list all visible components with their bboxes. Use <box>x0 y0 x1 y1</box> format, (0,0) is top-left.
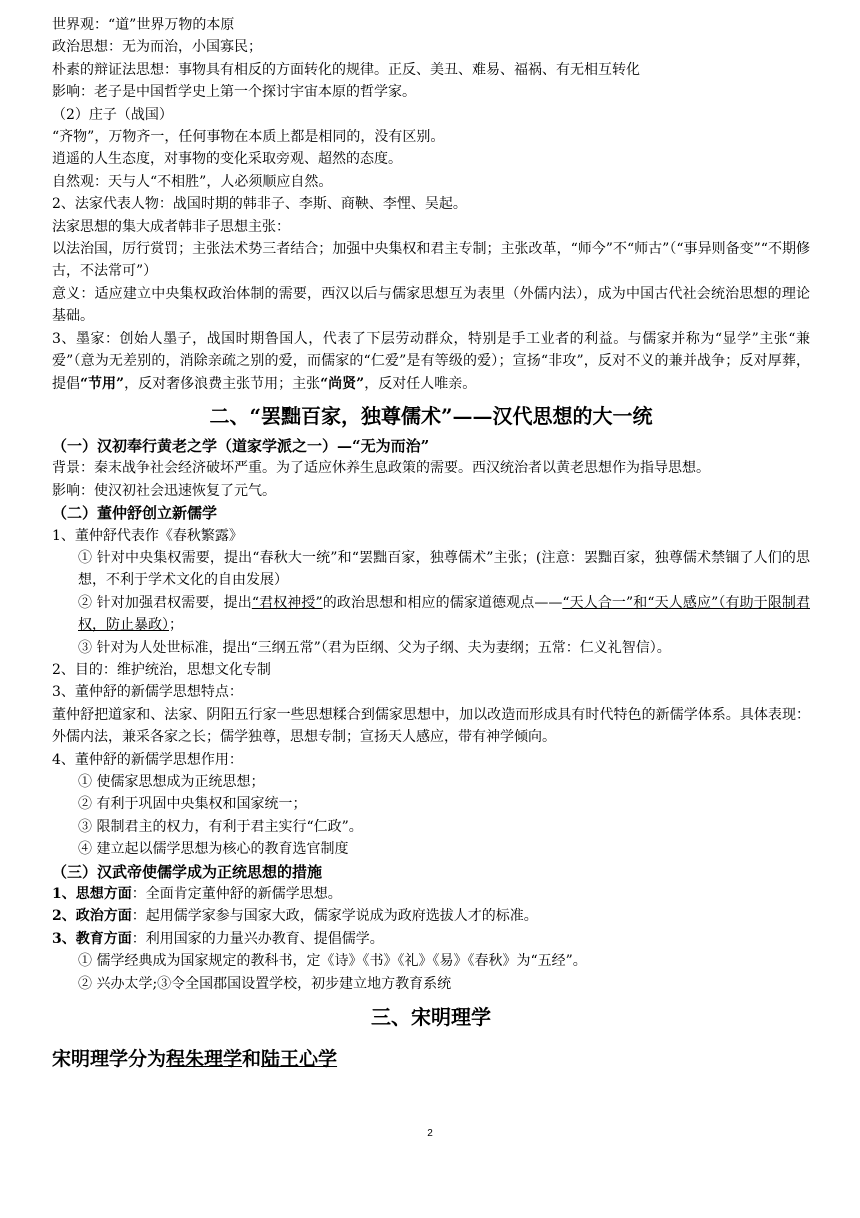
measure-item <box>52 883 810 905</box>
measure-key: 2、政治方面 <box>52 908 132 925</box>
text-paragraph: 董仲舒把道家和、法家、阴阳五行家一些思想糅合到儒家思想中，加以改造而形成具有时代特色的新儒学体系。具体表现：外儒内法，兼采各家之长；儒学独尊，思想专制；宣扬天人感应，带有神学倾向。 <box>52 706 810 746</box>
text-span: 的政治思想和相应的儒家道德观点—— <box>322 594 563 611</box>
measure-item <box>52 928 810 950</box>
text-span: ，反对任人唯亲。 <box>364 375 477 392</box>
text-line: 政治思想：无为而治，小国寡民； <box>52 39 262 56</box>
list-item: ② 有利于巩固中央集权和国家统一； <box>78 796 307 813</box>
text-line: 世界观：“道”世界万物的本原 <box>52 17 235 33</box>
page-number: 2 <box>427 1128 433 1139</box>
document-page <box>52 14 810 1075</box>
section-title: 二、“罢黜百家，独尊儒术”——汉代思想的大一统 <box>209 403 653 428</box>
text-line: 朴素的辩证法思想：事物具有相反的方面转化的规律。正反、美丑、难易、福祸、有无相互转化 <box>52 61 640 78</box>
text-line: 2、法家代表人物：战国时期的韩非子、李斯、商鞅、李悝、吴起。 <box>52 196 467 213</box>
measure-value: ：全面肯定董仲舒的新儒学思想。 <box>131 886 342 903</box>
text-line: 逍遥的人生态度，对事物的变化采取旁观、超然的态度。 <box>52 151 402 168</box>
measure-value: ：起用儒学家参与国家大政，儒家学说成为政府选拔人才的标准。 <box>131 908 538 925</box>
section3-heading <box>52 1043 810 1075</box>
text-span: ② 针对加强君权需要，提出 <box>78 594 252 611</box>
measure-value: ：利用国家的力量兴办教育、提倡儒学。 <box>131 930 384 947</box>
subsection-title: （二）董仲舒创立新儒学 <box>52 504 218 523</box>
mohist-paragraph <box>52 328 810 395</box>
text-line: 3、董仲舒的新儒学思想特点： <box>52 684 243 701</box>
list-item: ① 针对中央集权需要，提出“春秋大一统”和“罢黜百家，独尊儒术”主张；(注意：罢黜百家，独尊儒术禁锢了人们的思想，不利于学术文化的自由发展） <box>78 549 810 589</box>
text-line: “齐物”，万物齐一，任何事物在本质上都是相同的，没有区别。 <box>52 129 445 146</box>
text-line: 1、董仲舒代表作《春秋繁露》 <box>52 527 243 544</box>
list-item: ① 使儒家思想成为正统思想； <box>78 774 265 790</box>
measure-key: 3、教育方面 <box>52 930 132 947</box>
underlined-term: 程朱理学 <box>166 1048 243 1071</box>
subsection-title: （一）汉初奉行黄老之学（道家学派之一）—“无为而治” <box>52 436 430 455</box>
list-item <box>52 592 810 637</box>
subsection-title: （三）汉武帝使儒学成为正统思想的措施 <box>52 862 323 881</box>
text-paragraph: 意义：适应建立中央集权政治体制的需要，西汉以后与儒家思想互为表里（外儒内法），成为中国古代社会统治思想的理论基础。 <box>52 285 810 325</box>
underlined-term: “天人合一”和“天人感应”（有助于限制君权，防止暴政） <box>78 594 810 634</box>
bold-term: “尚贤” <box>320 375 365 392</box>
text-line: 影响：老子是中国哲学史上第一个探讨宇宙本原的哲学家。 <box>52 84 416 101</box>
list-item: ① 儒学经典成为国家规定的教科书，定《诗》《书》《礼》《易》《春秋》为“五经”。 <box>78 953 587 970</box>
text-span: 宋明理学分为 <box>52 1048 167 1071</box>
text-line: （2）庄子（战国） <box>52 106 173 123</box>
text-line: 2、目的：维护统治，思想文化专制 <box>52 661 271 678</box>
text-span: 3、墨家：创始人墨子，战国时期鲁国人，代表了下层劳动群众，特别是手工业者的利益。与儒家并称为“显学”主张“兼爱”（意为无差别的，消除亲疏之别的爱，而儒家的“仁爱”是有等级的爱）；宣扬“非攻”，反对不义的兼并战争；反对厚葬，提倡 <box>52 330 810 392</box>
measure-item <box>52 905 810 927</box>
text-span: ； <box>169 617 183 634</box>
list-item: ④ 建立起以儒学思想为核心的教育选官制度 <box>78 841 349 858</box>
text-line: 自然观：天与人“不相胜”，人必须顺应自然。 <box>52 173 333 190</box>
list-item: ③ 限制君主的权力，有利于君主实行“仁政”。 <box>78 818 363 835</box>
section-title: 三、宋明理学 <box>371 1005 491 1030</box>
text-line: 4、董仲舒的新儒学思想作用： <box>52 751 243 768</box>
text-line: 影响：使汉初社会迅速恢复了元气。 <box>52 482 276 499</box>
text-line: 背景：秦末战争社会经济破坏严重。为了适应休养生息政策的需要。西汉统治者以黄老思想作为指导思想。 <box>52 460 710 477</box>
text-line: 法家思想的集大成者韩非子思想主张： <box>52 218 290 235</box>
bold-term: “节用” <box>80 375 125 392</box>
text-span: ，反对奢侈浪费主张节用；主张 <box>124 375 321 392</box>
text-span: 和 <box>242 1048 262 1071</box>
underlined-term: 陆王心学 <box>261 1048 338 1071</box>
list-item: ② 兴办太学;③令全国郡国设置学校，初步建立地方教育系统 <box>78 975 452 992</box>
text-paragraph: 以法治国，厉行赏罚；主张法术势三者结合；加强中央集权和君主专制；主张改革，“师今”不“师古”（“事异则备变”“不期修古，不法常可”） <box>52 241 810 280</box>
measure-key: 1、思想方面 <box>52 886 132 903</box>
underlined-term: “君权神授” <box>251 594 323 611</box>
list-item: ③ 针对为人处世标准，提出“三纲五常”（君为臣纲、父为子纲、夫为妻纲；五常：仁义礼智信）。 <box>78 639 671 656</box>
